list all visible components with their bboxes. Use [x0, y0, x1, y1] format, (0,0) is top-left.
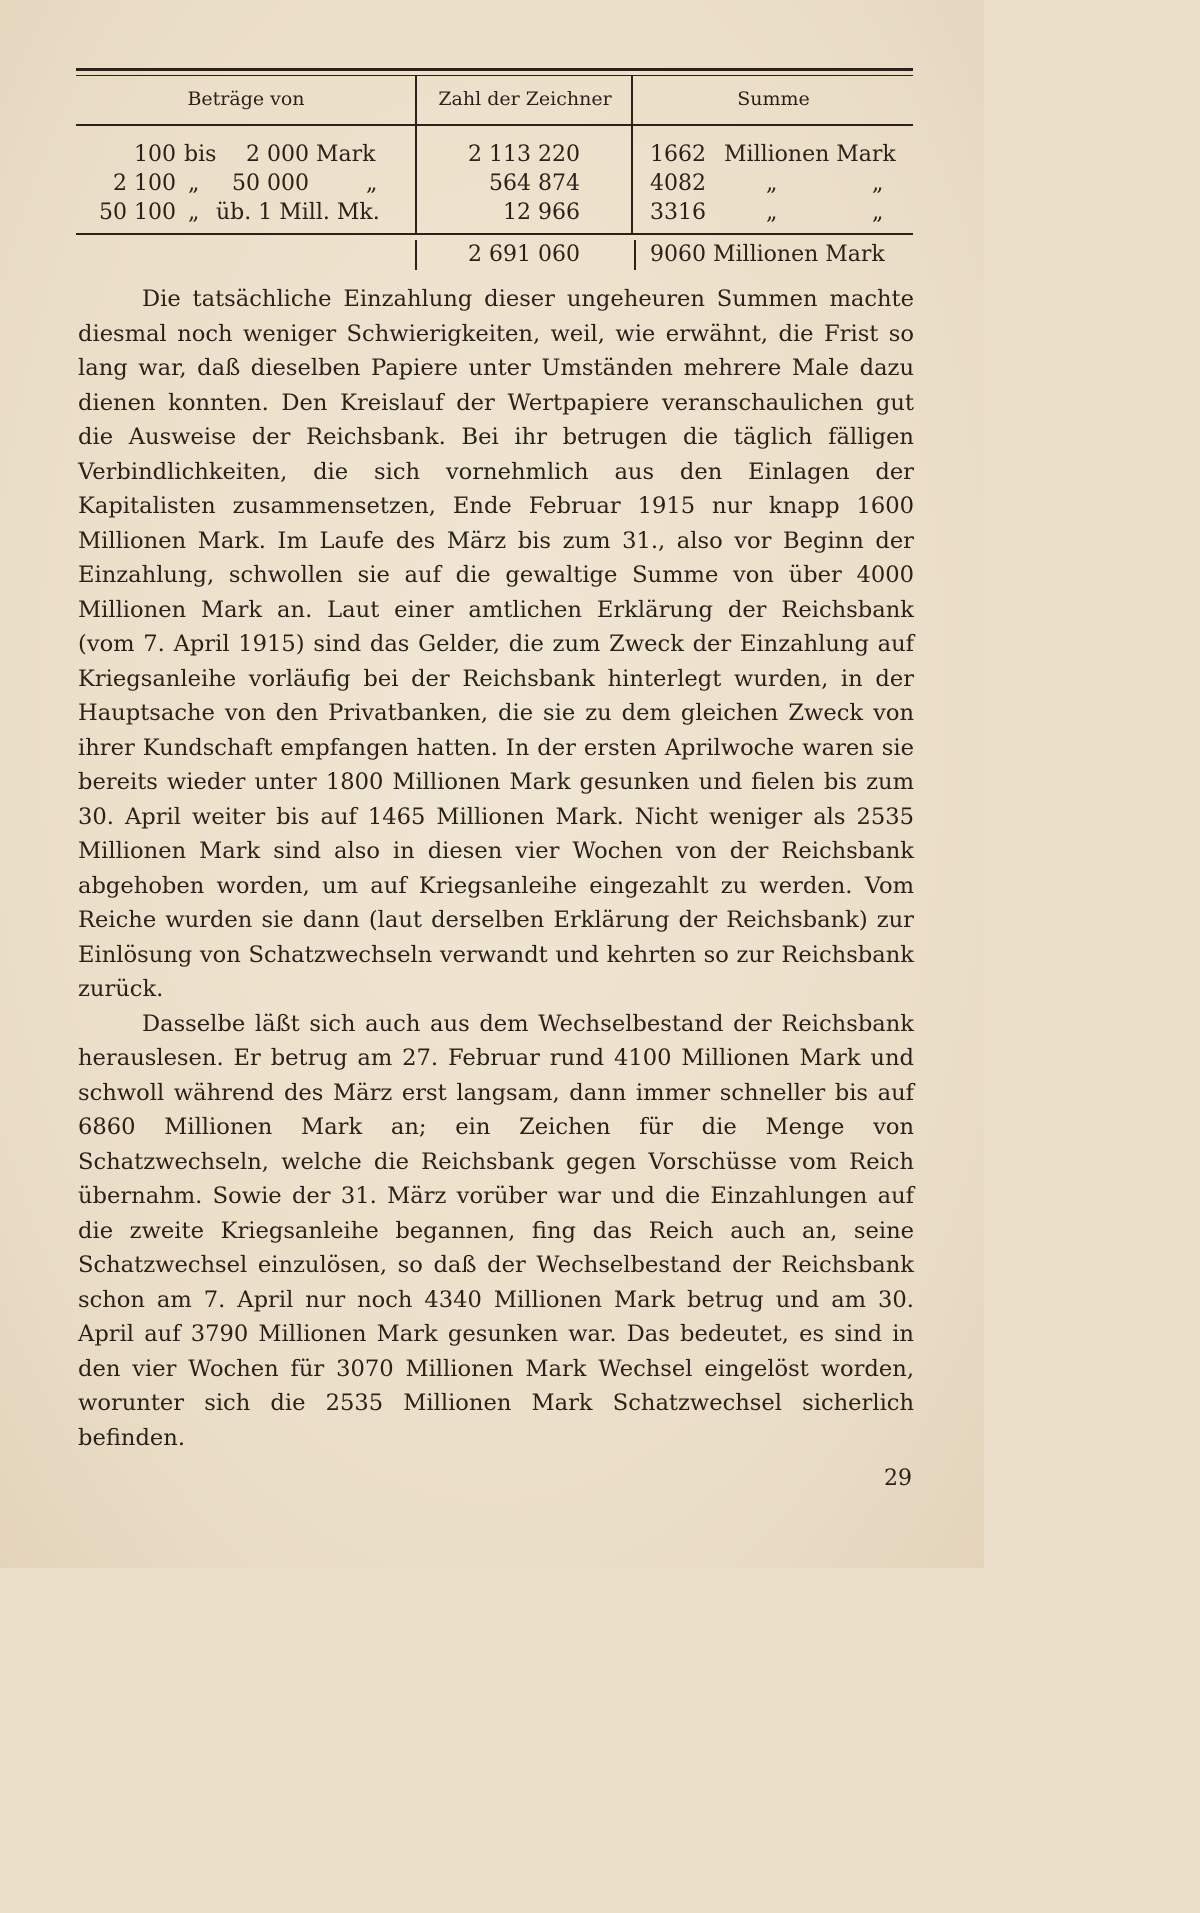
header-amounts: Beträge von [187, 88, 305, 110]
amount-from: 2 100 [113, 171, 176, 196]
sum-unit: Millionen Mark [724, 142, 896, 167]
total-subscribers: 2 691 060 [468, 242, 580, 267]
amount-separator: „ [188, 200, 200, 225]
paragraph: Die tatsächliche Einzahlung dieser ungeheuren Summen machte diesmal noch weniger Schwierigkeiten, weil, wie erwähnt, die Frist so lang war, daß dieselben Papiere unter Umständen mehrere Male dazu dienen konnten. Den Kreislauf der Wertpapiere veranschaulichen gut die Ausweise der Reichsbank. Bei ihr betrugen die täglich fälligen Verbindlichkeiten, die sich vornehmlich aus den Einlagen der Kapitalisten zusammensetzen, Ende Februar 1915 nur knapp 1600 Millionen Mark. Im Laufe des März bis zum 31., also vor Beginn der Einzahlung, schwollen sie auf die gewaltige Summe von über 4000 Millionen Mark an. Laut einer amtlichen Erklärung der Reichsbank (vom 7. April 1915) sind das Gelder, die zum Zweck der Einzahlung auf Kriegsanleihe vorläufig bei der Reichsbank hinterlegt wurden, in der Hauptsache von den Privatbanken, die sie zu dem gleichen Zweck von ihrer Kundschaft empfangen hatten. In der ersten Aprilwoche waren sie bereits wieder unter 1800 Millionen Mark gesunken und fielen bis zum 30. April weiter bis auf 1465 Millionen Mark. Nicht weniger als 2535 Millionen Mark sind also in diesen vier Wochen von der Reichsbank abgehoben worden, um auf Kriegsanleihe eingezahlt zu werden. Vom Reiche wurden sie dann (laut derselben Erklärung der Reichsbank) zur Einlösung von Schatzwechseln verwandt und kehrten so zur Reichsbank zurück. [78, 286, 914, 1002]
column-divider-1 [415, 76, 417, 234]
header-subscribers: Zahl der Zeichner [438, 88, 612, 110]
amount-separator: „ [188, 171, 200, 196]
amount-to: üb. 1 Mill. Mk. [216, 200, 380, 225]
total-divider-1 [415, 240, 417, 270]
amount-to: 50 000 [232, 171, 309, 196]
sum-value: 1662 [650, 142, 706, 167]
amount-separator: bis [184, 142, 217, 167]
table-bottom-rule [76, 233, 913, 235]
total-divider-2 [634, 240, 636, 270]
paragraph: Dasselbe läßt sich auch aus dem Wechselbestand der Reichsbank herauslesen. Er betrug am 27. Februar rund 4100 Millionen Mark und schwoll während des März erst langsam, dann immer schneller bis auf 6860 Millionen Mark an; ein Zeichen für die Menge von Schatzwechseln, welche die Reichsbank gegen Vorschüsse vom Reich übernahm. Sowie der 31. März vorüber war und die Einzahlungen auf die zweite Kriegsanleihe begannen, fing das Reich auch an, seine Schatzwechsel einzulösen, so daß der Wechselbestand der Reichsbank schon am 7. April nur noch 4340 Millionen Mark betrug und am 30. April auf 3790 Millionen Mark gesunken war. Das bedeutet, es sind in den vier Wochen für 3070 Millionen Mark Wechsel eingelöst worden, worunter sich die 2535 Millionen Mark Schatzwechsel sicherlich befinden. [78, 1010, 914, 1451]
sum-unit-ditto: „ [766, 200, 778, 225]
total-sum: 9060 Millionen Mark [650, 242, 885, 267]
amount-from: 100 [134, 142, 176, 167]
body-text [78, 282, 914, 1455]
amount-to-ditto: „ [366, 171, 378, 196]
column-divider-2 [631, 76, 633, 234]
subscriber-count: 564 874 [489, 171, 580, 196]
sum-value: 4082 [650, 171, 706, 196]
page-number: 29 [884, 1466, 912, 1491]
header-sum: Summe [737, 88, 810, 110]
table-header-row [76, 76, 913, 126]
subscriber-count: 12 966 [503, 200, 580, 225]
sum-unit-ditto: „ [872, 200, 884, 225]
subscriber-count: 2 113 220 [468, 142, 580, 167]
table-top-rule [76, 68, 913, 71]
amount-from: 50 100 [99, 200, 176, 225]
sum-unit-ditto: „ [872, 171, 884, 196]
amount-to: 2 000 Mark [246, 142, 376, 167]
sum-value: 3316 [650, 200, 706, 225]
sum-unit-ditto: „ [766, 171, 778, 196]
